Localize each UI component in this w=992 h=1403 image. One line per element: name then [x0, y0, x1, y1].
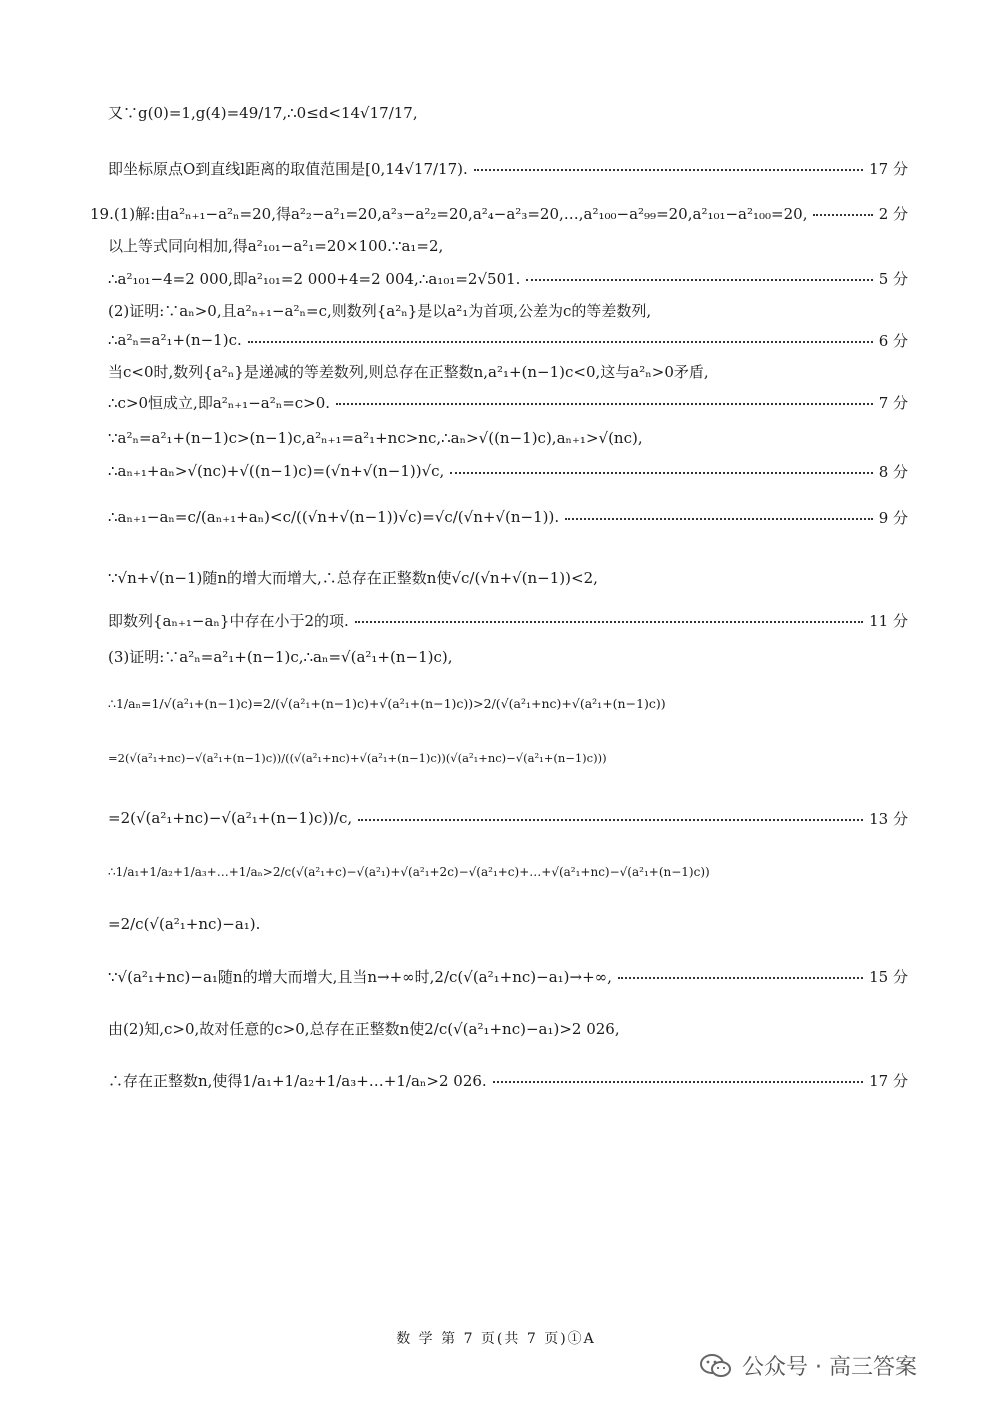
score-leader — [813, 214, 872, 216]
watermark-text: 公众号 · 高三答案 — [742, 1355, 917, 1380]
solution-line — [108, 425, 908, 451]
wechat-icon — [700, 1353, 732, 1379]
score-label: 15 分 — [869, 967, 908, 986]
solution-line — [108, 643, 908, 669]
score-label: 11 分 — [869, 611, 908, 630]
score-label: 6 分 — [878, 331, 908, 350]
solution-line — [108, 390, 908, 414]
score-label: 13 分 — [869, 809, 908, 828]
line-content: (2)证明:∵aₙ>0,且a²ₙ₊₁−a²ₙ=c,则数列{a²ₙ}是以a²₁为首项,公差为c的等差数列, — [108, 301, 652, 320]
solution-line — [108, 328, 908, 352]
solution-line — [108, 685, 908, 721]
solution-line — [108, 233, 908, 257]
score-leader — [493, 1081, 863, 1083]
line-content: ∵√n+√(n−1)随n的增大而增大,∴总存在正整数n使√c/(√n+√(n−1))<2, — [108, 568, 598, 587]
score-leader — [565, 518, 873, 520]
line-content: ∴a²₁₀₁−4=2 000,即a²₁₀₁=2 000+4=2 004,∴a₁₀₁=2√501. — [108, 269, 521, 288]
solution-line — [108, 92, 908, 132]
line-content: ∴存在正整数n,使得1/a₁+1/a₂+1/a₃+…+1/aₙ>2 026. — [108, 1071, 487, 1090]
line-content: 19.(1)解:由a²ₙ₊₁−a²ₙ=20,得a²₂−a²₁=20,a²₃−a²₂=20,a²₄−a²₃=20,…,a²₁₀₀−a²₉₉=20,a²₁₀₁−a²₁₀₀=20, — [90, 204, 808, 223]
line-content: ∴aₙ₊₁−aₙ=c/(aₙ₊₁+aₙ)<c/((√n+√(n−1))√c)=√c/(√n+√(n−1)). — [108, 508, 560, 526]
line-content: =2(√(a²₁+nc)−√(a²₁+(n−1)c))/c, — [108, 809, 353, 827]
line-content: ∵a²ₙ=a²₁+(n−1)c>(n−1)c,a²ₙ₊₁=a²₁+nc>nc,∴aₙ>√((n−1)c),aₙ₊₁>√(nc), — [108, 429, 643, 447]
solution-line — [108, 458, 908, 484]
line-content: 以上等式同向相加,得a²₁₀₁−a²₁=20×100.∵a₁=2, — [108, 236, 444, 255]
page-footer: 数 学 第 7 页(共 7 页)①A — [396, 1331, 596, 1347]
score-label: 8 分 — [878, 462, 908, 481]
line-content: =2/c(√(a²₁+nc)−a₁). — [108, 915, 261, 933]
solution-line — [108, 266, 908, 290]
watermark — [700, 1350, 917, 1381]
score-leader — [355, 621, 863, 623]
score-leader — [358, 819, 863, 821]
line-content: ∵√(a²₁+nc)−a₁随n的增大而增大,且当n→+∞时,2/c(√(a²₁+nc)−a₁)→+∞, — [108, 967, 612, 986]
line-content: 由(2)知,c>0,故对任意的c>0,总存在正整数n使2/c(√(a²₁+nc)−a₁)>2 026, — [108, 1019, 620, 1038]
solution-line — [90, 201, 908, 225]
line-content: 即坐标原点O到直线l距离的取值范围是[0,14√17/17). — [108, 159, 468, 178]
line-content: =2(√(a²₁+nc)−√(a²₁+(n−1)c))/((√(a²₁+nc)+√(a²₁+(n−1)c))(√(a²₁+nc)−√(a²₁+(n−1)c))) — [108, 751, 607, 765]
score-label: 9 分 — [878, 508, 908, 527]
score-label: 7 分 — [878, 393, 908, 412]
solution-line — [108, 560, 908, 594]
solution-line — [108, 608, 908, 632]
line-content: ∴c>0恒成立,即a²ₙ₊₁−a²ₙ=c>0. — [108, 393, 331, 412]
solution-line — [108, 906, 908, 942]
solution-line — [108, 854, 908, 890]
solution-line — [108, 800, 908, 836]
score-label: 17 分 — [869, 1071, 908, 1090]
line-content: ∴aₙ₊₁+aₙ>√(nc)+√((n−1)c)=(√n+√(n−1))√c, — [108, 462, 445, 480]
score-leader — [474, 169, 863, 171]
solution-line — [108, 359, 908, 383]
score-leader — [336, 403, 873, 405]
solution-line — [108, 298, 908, 322]
line-content: ∴1/aₙ=1/√(a²₁+(n−1)c)=2/(√(a²₁+(n−1)c)+√(a²₁+(n−1)c))>2/(√(a²₁+nc)+√(a²₁+(n−1)c)) — [108, 695, 666, 711]
line-content: ∴1/a₁+1/a₂+1/a₃+…+1/aₙ>2/c(√(a²₁+c)−√(a²₁)+√(a²₁+2c)−√(a²₁+c)+…+√(a²₁+nc)−√(a²₁+(n−1)c)) — [108, 865, 710, 879]
line-content: 即数列{aₙ₊₁−aₙ}中存在小于2的项. — [108, 611, 349, 630]
solution-line — [108, 1010, 908, 1046]
line-content: (3)证明:∵a²ₙ=a²₁+(n−1)c,∴aₙ=√(a²₁+(n−1)c), — [108, 647, 453, 666]
line-content: 当c<0时,数列{a²ₙ}是递减的等差数列,则总存在正整数n,a²₁+(n−1)c<0,这与a²ₙ>0矛盾, — [108, 362, 709, 381]
solution-line — [108, 1062, 908, 1098]
score-label: 2 分 — [878, 204, 908, 223]
score-leader — [618, 977, 863, 979]
solution-line — [108, 500, 908, 534]
score-leader — [526, 279, 872, 281]
line-content: 又∵g(0)=1,g(4)=49/17,∴0≤d<14√17/17, — [108, 103, 418, 122]
score-label: 5 分 — [878, 269, 908, 288]
score-label: 17 分 — [869, 159, 908, 178]
solution-line — [108, 740, 908, 776]
score-leader — [450, 472, 872, 474]
solution-line — [108, 148, 908, 188]
solution-line — [108, 958, 908, 994]
line-content: ∴a²ₙ=a²₁+(n−1)c. — [108, 331, 242, 349]
score-leader — [248, 341, 873, 343]
